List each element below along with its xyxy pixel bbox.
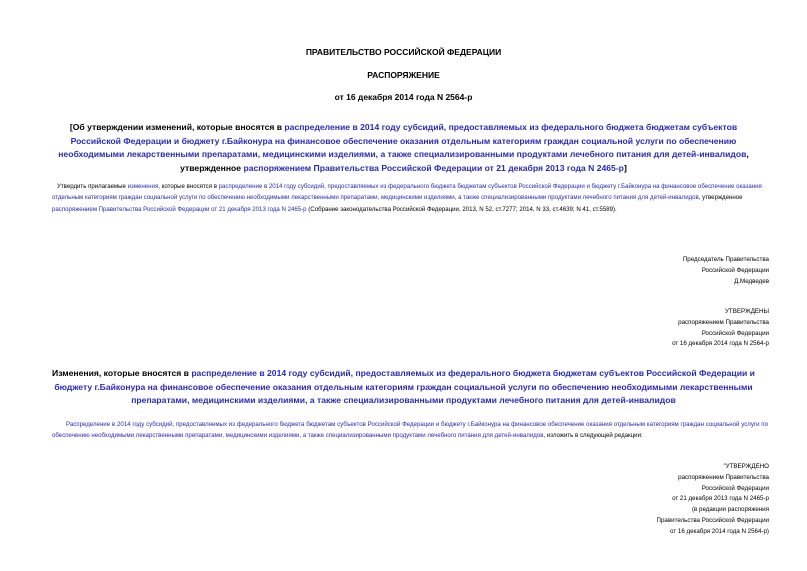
main-paragraph: [52, 181, 772, 215]
paragraph-text: , утвержденное: [698, 194, 743, 202]
approval-date: от 16 декабря 2014 года N 2564-р: [672, 340, 769, 348]
approval-line: Российской Федерации: [701, 484, 769, 492]
paragraph-text: , которые вносятся в: [158, 183, 219, 190]
paragraph-text: , изложить в следующей редакции:: [543, 432, 643, 440]
distribution-link[interactable]: распределение в 2014 году субсидий, предоставляемых из федерального бюджета бюджетам субъектов Российской Федерации и бюджету г.Байконура на финансовое обеспечение оказания отдельным категориям граждан социальной услуги по обеспечению необходимыми лекарственными препаратами, медицинскими изделиями, а также специализированными продуктами лечебного питания для детей-инвалидов: [54, 368, 755, 406]
government-title: ПРАВИТЕЛЬСТВО РОССИЙСКОЙ ФЕДЕРАЦИИ: [305, 47, 502, 57]
heading-text: ]: [623, 162, 627, 173]
changes-paragraph: [52, 419, 768, 442]
approval-title: "УТВЕРЖДЕНО: [723, 463, 769, 470]
approval-line: распоряжением Правительства: [678, 473, 769, 481]
approval-line: Российской Федерации: [701, 329, 769, 337]
approval-date: от 21 декабря 2013 года N 2465-р: [672, 495, 769, 503]
changes-heading: [50, 367, 757, 408]
signature-name: Д.Медведев: [734, 277, 769, 285]
order-2465-link[interactable]: распоряжением Правительства Российской Федерации от 21 декабря 2013 года N 2465-р: [52, 205, 307, 213]
document-type: РАСПОРЯЖЕНИЕ: [367, 70, 440, 80]
approval-line: распоряжением Правительства: [678, 318, 769, 326]
distribution-link[interactable]: распределение в 2014 году субсидий, предоставляемых из федерального бюджета бюджетам субъектов Российской Федерации и бюджету г.Байконура на финансовое обеспечение оказания отдельным категориям граждан социальной услуги по обеспечению необходимыми лекарственными препаратами, медицинскими изделиями, а также специализированными продуктами лечебного питания для детей-инвалидов: [52, 183, 762, 202]
distribution-link[interactable]: Распределение в 2014 году субсидий, предоставляемых из федерального бюджета бюджетам субъектов Российской Федерации и бюджету г.Байконура на финансовое обеспечение оказания отдельным категориям граждан социальной услуги по обеспечению необходимыми лекарственными препаратами, медицинскими изделиями, а также специализированными продуктами лечебного питания для детей-инвалидов: [52, 421, 768, 440]
document-heading: [50, 121, 757, 175]
paragraph-text: Утвердить прилагаемые: [57, 183, 128, 190]
document-date: от 16 декабря 2014 года N 2564-р: [334, 92, 473, 102]
approval-line: (в редакции распоряжения: [691, 506, 769, 514]
distribution-link[interactable]: распределение в 2014 году субсидий, предоставляемых из федерального бюджета бюджетам субъектов Российской Федерации и бюджету г.Байконура на финансовое обеспечение оказания отдельным категориям граждан социальной услуги по обеспечению необходимыми лекарственными препаратами, медицинскими изделиями, а также специализированными продуктами лечебного питания для детей-инвалидов: [58, 122, 747, 160]
approval-date: от 16 декабря 2014 года N 2564-р): [670, 527, 769, 535]
signature-country: Российской Федерации: [701, 266, 769, 274]
heading-text: , утвержденное: [180, 149, 749, 173]
signature-position: Председатель Правительства: [682, 256, 769, 263]
approval-stamp: [672, 307, 769, 350]
changes-link[interactable]: изменения: [127, 183, 159, 190]
order-2465-link[interactable]: распоряжением Правительства Российской Федерации от 21 декабря 2013 года N 2465-р: [243, 162, 624, 173]
signature-block: [683, 255, 769, 287]
approval-line: Правительства Российской Федерации: [656, 516, 769, 524]
approval-title: УТВЕРЖДЕНЫ: [725, 308, 769, 315]
paragraph-text: (Собрание законодательства Российской Федерации, 2013, N 52, ст.7277; 2014, N 33, ст.4639; N 41, ст.5589).: [306, 205, 617, 213]
approval-stamp-2: [657, 462, 770, 538]
heading-text: Изменения, которые вносятся в: [52, 368, 192, 378]
heading-text: [Об утверждении изменений, которые вносятся в: [69, 122, 285, 132]
